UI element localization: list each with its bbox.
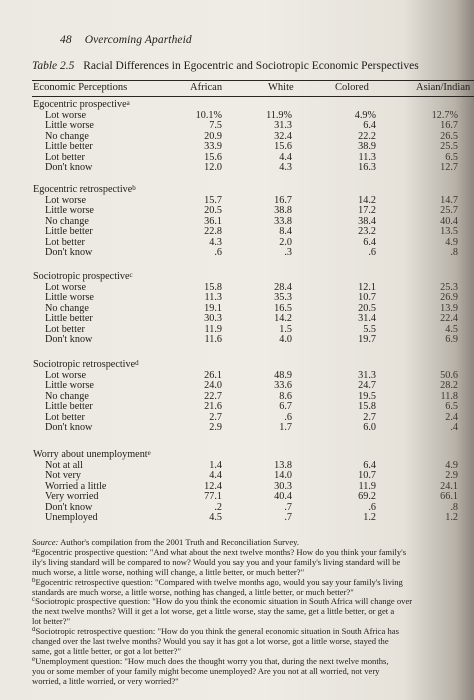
row-label: Little better	[45, 141, 93, 153]
row-label: Not at all	[45, 460, 83, 471]
page-number: 48	[60, 34, 72, 46]
cell-white: 38.8	[274, 205, 292, 217]
table-caption: Racial Differences in Egocentric and Sociotropic Economic Perspectives	[83, 60, 419, 72]
row-label: Lot better	[45, 236, 85, 248]
col-head-white: White	[268, 82, 294, 93]
cell-colored: 1.2	[363, 512, 376, 523]
note-text: Sociotropic retrospective question: "How do you think the general economic situation in South Africa has	[35, 627, 399, 637]
note-lead: Source:	[32, 538, 59, 547]
cell-colored: 6.4	[363, 236, 376, 248]
cell-asian: 4.9	[445, 236, 458, 248]
cell-white: 40.4	[274, 491, 292, 503]
footnote-mark: e	[32, 656, 36, 663]
cell-white: 32.4	[274, 130, 292, 142]
cell-asian: 25.5	[440, 141, 458, 153]
row-label: Lot worse	[45, 195, 87, 206]
cell-asian: .8	[450, 501, 458, 513]
group-heading	[33, 450, 151, 460]
note-text: you or some member of your family might become unemployed? Are you not at all worried, not very	[32, 666, 380, 676]
cell-african: 11.6	[204, 334, 222, 345]
cell-colored: 6.4	[363, 120, 376, 132]
row-label: Little better	[45, 401, 93, 413]
col-head-asian: Asian/Indian	[416, 82, 471, 93]
cell-white: 4.3	[279, 162, 292, 173]
row-label: Worried a little	[45, 480, 107, 492]
cell-asian: 1.2	[445, 512, 458, 523]
cell-asian: 66.1	[440, 491, 458, 503]
cell-african: 4.3	[209, 236, 222, 248]
cell-colored: 17.2	[358, 205, 376, 217]
note-line	[32, 558, 474, 568]
cell-white: 15.6	[274, 141, 292, 153]
footnote-mark: e	[147, 449, 151, 457]
cell-white: 31.3	[274, 120, 292, 132]
cell-colored: 38.9	[358, 141, 376, 153]
note-line	[32, 578, 474, 588]
cell-white: .7	[284, 501, 292, 513]
cell-colored: 4.9%	[354, 110, 376, 121]
cell-african: 20.9	[204, 130, 222, 142]
note-text: same, got a little better, or got a lot better?"	[32, 646, 181, 656]
group-heading-text: Worry about unemployment	[33, 449, 148, 460]
row-label: Lot better	[45, 323, 85, 335]
row-label: Not very	[45, 470, 81, 482]
cell-asian: 2.4	[445, 411, 458, 423]
note-line	[32, 677, 474, 687]
note-line	[32, 568, 474, 578]
note-line	[32, 647, 474, 657]
cell-african: 19.1	[204, 302, 222, 314]
cell-asian: 11.8	[440, 390, 458, 402]
cell-colored: 11.9	[358, 480, 376, 492]
row-label: No change	[45, 302, 89, 314]
note-line	[32, 617, 474, 627]
cell-asian: 13.9	[440, 302, 458, 314]
cell-asian: 4.9	[445, 460, 458, 471]
cell-african: 4.4	[209, 470, 222, 482]
cell-colored: 19.7	[358, 334, 376, 345]
cell-african: 4.5	[209, 512, 222, 523]
cell-colored: 69.2	[358, 491, 376, 503]
group-heading-text: Sociotropic prospective	[33, 271, 130, 282]
cell-asian: 26.9	[440, 292, 458, 304]
cell-colored: 16.3	[358, 162, 376, 173]
cell-white: 4.4	[279, 151, 292, 163]
note-text: lot better?"	[32, 617, 71, 627]
col-head-perceptions: Economic Perceptions	[33, 82, 128, 93]
cell-white: 1.7	[279, 422, 292, 433]
cell-african: .2	[214, 501, 222, 513]
row-label: Lot better	[45, 411, 85, 423]
group-heading	[33, 360, 139, 370]
cell-asian: 25.3	[440, 282, 458, 293]
cell-asian: 22.4	[440, 313, 458, 325]
cell-colored: 6.0	[363, 422, 376, 433]
cell-white: 11.9%	[266, 110, 292, 121]
cell-white: 13.8	[274, 460, 292, 471]
cell-white: 28.4	[274, 282, 292, 293]
cell-colored: 31.4	[358, 313, 376, 325]
cell-african: 12.4	[204, 480, 222, 492]
row-label: Don't know	[45, 334, 93, 345]
row-label: Little worse	[45, 120, 94, 132]
cell-african: 2.9	[209, 422, 222, 433]
note-line	[32, 538, 474, 548]
row-label: Don't know	[45, 247, 93, 258]
cell-colored: 38.4	[358, 215, 376, 227]
cell-white: 1.5	[279, 323, 292, 335]
cell-colored: 19.5	[358, 390, 376, 402]
cell-african: 15.7	[204, 195, 222, 206]
cell-asian: .8	[450, 247, 458, 258]
note-line	[32, 607, 474, 617]
cell-white: 14.2	[274, 313, 292, 325]
row-label: Lot better	[45, 151, 85, 163]
cell-asian: 4.5	[445, 323, 458, 335]
cell-african: 11.9	[204, 323, 222, 335]
cell-white: 4.0	[279, 334, 292, 345]
row-label: Don't know	[45, 422, 93, 433]
cell-colored: 10.7	[358, 292, 376, 304]
cell-white: .3	[284, 247, 292, 258]
cell-colored: 11.3	[358, 151, 376, 163]
cell-african: 30.3	[204, 313, 222, 325]
cell-white: 2.0	[279, 236, 292, 248]
col-head-colored: Colored	[335, 82, 369, 93]
group-heading	[33, 185, 136, 195]
cell-colored: 20.5	[358, 302, 376, 314]
cell-white: 33.6	[274, 380, 292, 392]
row-label: Little worse	[45, 205, 94, 217]
cell-african: 24.0	[204, 380, 222, 392]
cell-asian: 6.5	[445, 401, 458, 413]
note-line	[32, 667, 474, 677]
cell-colored: 23.2	[358, 226, 376, 238]
footnote-mark: c	[129, 271, 133, 279]
cell-african: 7.5	[209, 120, 222, 132]
row-label: Little better	[45, 313, 93, 325]
cell-african: 15.6	[204, 151, 222, 163]
cell-african: .6	[214, 247, 222, 258]
footnote-mark: a	[32, 547, 36, 554]
cell-african: 10.1%	[195, 110, 222, 121]
note-text: much worse, a little worse, nothing will change, a little better, or much better?"	[32, 567, 305, 577]
running-head	[60, 34, 192, 46]
note-text: Egocentric prospective question: "And what about the next twelve months? How do you think your family's	[35, 547, 407, 557]
cell-white: 8.4	[279, 226, 292, 238]
cell-asian: .4	[450, 422, 458, 433]
cell-white: 30.3	[274, 480, 292, 492]
cell-colored: 5.5	[363, 323, 376, 335]
book-title: Overcoming Apartheid	[84, 34, 192, 46]
cell-colored: .6	[368, 501, 376, 513]
group-heading	[33, 100, 130, 110]
table-header-rule	[32, 96, 474, 97]
note-text: Sociotropic prospective question: "How do you think the economic situation in South Africa will change over	[35, 597, 413, 607]
cell-colored: 2.7	[363, 411, 376, 423]
note-text: worried, a little worried, or very worried?"	[32, 676, 179, 686]
row-label: Little worse	[45, 380, 94, 392]
table-top-rule	[32, 80, 474, 81]
cell-african: 11.3	[204, 292, 222, 304]
cell-white: 8.6	[279, 390, 292, 402]
cell-african: 36.1	[204, 215, 222, 227]
note-line	[32, 588, 474, 598]
group-heading-text: Egocentric retrospective	[33, 184, 133, 195]
cell-asian: 16.7	[440, 120, 458, 132]
row-label: Don't know	[45, 162, 93, 173]
footnote-mark: d	[135, 359, 139, 367]
row-label: Unemployed	[45, 512, 98, 523]
cell-african: 1.4	[209, 460, 222, 471]
cell-african: 12.0	[204, 162, 222, 173]
cell-colored: 12.1	[358, 282, 376, 293]
cell-african: 2.7	[209, 411, 222, 423]
row-label: No change	[45, 130, 89, 142]
row-label: No change	[45, 215, 89, 227]
note-text: Unemployment question: "How much does the thought worry you that, during the next twelve months,	[35, 656, 389, 666]
cell-white: 14.0	[274, 470, 292, 482]
cell-asian: 28.2	[440, 380, 458, 392]
cell-colored: .6	[368, 247, 376, 258]
footnote-mark: c	[32, 597, 36, 604]
note-text: standards are much worse, a little worse, nothing has changed, a little better, or much better?"	[32, 587, 354, 597]
note-text: ily's living standard will be compared to now? Would you say you and your family's living standard will be	[32, 557, 401, 567]
footnote-mark: b	[32, 577, 36, 584]
cell-colored: 15.8	[358, 401, 376, 413]
cell-white: 33.8	[274, 215, 292, 227]
note-text: Author's compilation from the 2001 Truth and Reconciliation Survey.	[58, 538, 300, 547]
cell-african: 26.1	[204, 370, 222, 381]
group-heading	[33, 272, 133, 282]
cell-white: 35.3	[274, 292, 292, 304]
cell-colored: 22.2	[358, 130, 376, 142]
note-line	[32, 548, 474, 558]
cell-white: 6.7	[279, 401, 292, 413]
row-label: Lot worse	[45, 282, 87, 293]
footnote-mark: d	[32, 627, 36, 634]
table-title	[32, 60, 419, 72]
note-text: Egocentric retrospective question: "Compared with twelve months ago, would you say your family's living	[35, 577, 403, 587]
cell-asian: 12.7%	[431, 110, 458, 121]
row-label: Little worse	[45, 292, 94, 304]
cell-colored: 14.2	[358, 195, 376, 206]
cell-white: .6	[284, 411, 292, 423]
cell-african: 33.9	[204, 141, 222, 153]
row-label: Little better	[45, 226, 93, 238]
cell-colored: 24.7	[358, 380, 376, 392]
cell-colored: 10.7	[358, 470, 376, 482]
cell-african: 20.5	[204, 205, 222, 217]
note-line	[32, 637, 474, 647]
cell-african: 22.8	[204, 226, 222, 238]
note-text: changed over the last twelve months? Would you say it has got a lot worse, got a little worse, stayed the	[32, 637, 389, 647]
cell-asian: 2.9	[445, 470, 458, 482]
cell-white: 48.9	[274, 370, 292, 381]
row-label: Lot worse	[45, 110, 87, 121]
cell-asian: 14.7	[440, 195, 458, 206]
cell-white: 16.5	[274, 302, 292, 314]
note-text: the next twelve months? Will it get a lot worse, get a little worse, stay the same, get a little better, or get a	[32, 607, 395, 617]
table-label: Table 2.5	[32, 60, 75, 72]
note-line	[32, 657, 474, 667]
cell-colored: 6.4	[363, 460, 376, 471]
cell-african: 77.1	[204, 491, 222, 503]
row-label: Lot worse	[45, 370, 87, 381]
cell-asian: 40.4	[440, 215, 458, 227]
col-head-african: African	[190, 82, 223, 93]
cell-white: 16.7	[274, 195, 292, 206]
row-label: Don't know	[45, 501, 93, 513]
note-line	[32, 597, 474, 607]
note-line	[32, 627, 474, 637]
row-label: Very worried	[45, 491, 99, 503]
cell-white: .7	[284, 512, 292, 523]
cell-asian: 6.5	[445, 151, 458, 163]
cell-colored: 31.3	[358, 370, 376, 381]
footnote-mark: b	[132, 184, 136, 192]
cell-asian: 24.1	[440, 480, 458, 492]
cell-asian: 6.9	[445, 334, 458, 345]
cell-asian: 50.6	[440, 370, 458, 381]
table-notes	[32, 538, 474, 687]
cell-asian: 25.7	[440, 205, 458, 217]
footnote-mark: a	[126, 99, 130, 107]
row-label: No change	[45, 390, 89, 402]
cell-african: 22.7	[204, 390, 222, 402]
cell-african: 21.6	[204, 401, 222, 413]
group-heading-text: Sociotropic retrospective	[33, 359, 136, 370]
group-heading-text: Egocentric prospective	[33, 99, 127, 110]
cell-asian: 26.5	[440, 130, 458, 142]
cell-asian: 12.7	[440, 162, 458, 173]
cell-asian: 13.5	[440, 226, 458, 238]
cell-african: 15.8	[204, 282, 222, 293]
